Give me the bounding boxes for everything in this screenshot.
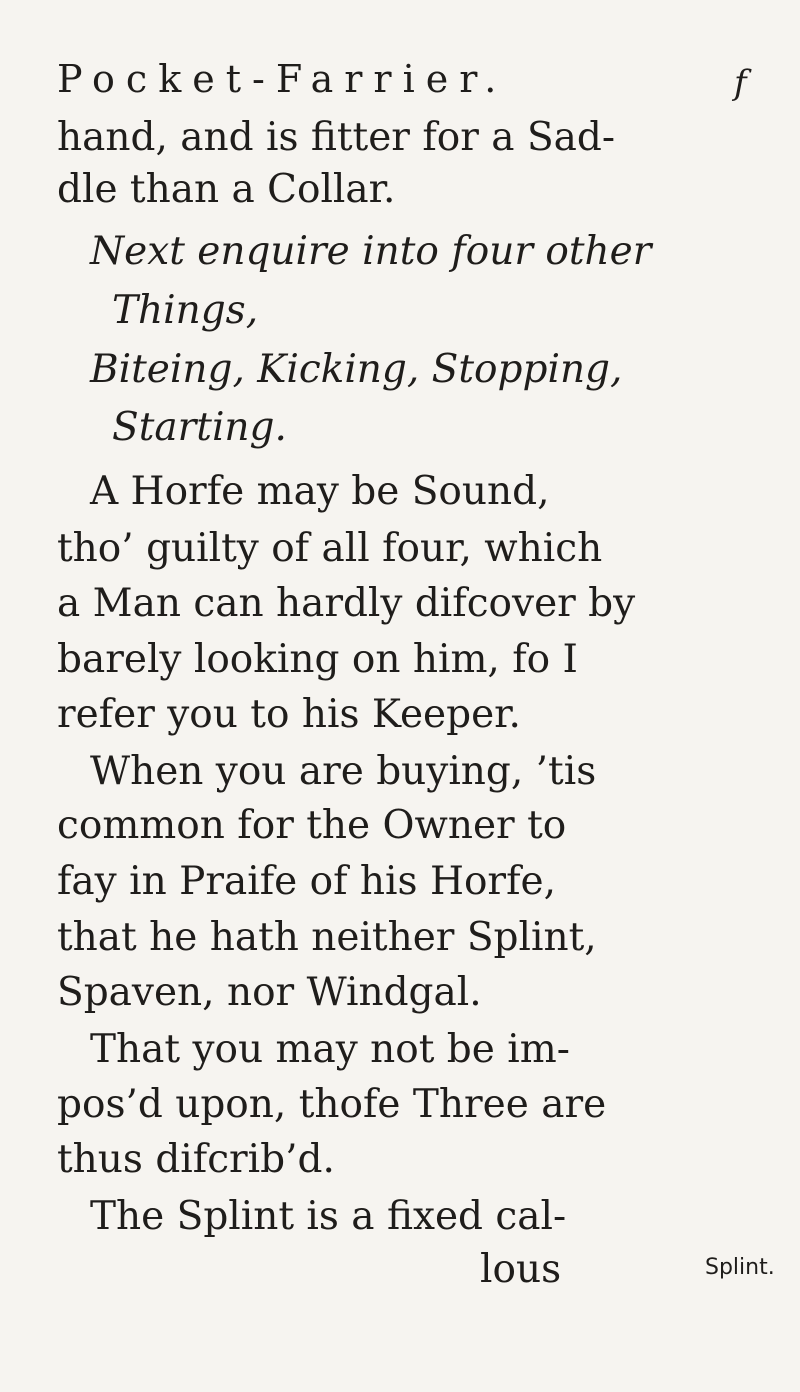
- text-line: that he hath neither Splint,: [57, 915, 597, 960]
- signature-mark: f: [734, 63, 747, 103]
- text-line: Things,: [112, 288, 259, 333]
- text-line: Spaven, nor Windgal.: [57, 970, 482, 1015]
- text-line: dle than a Collar.: [57, 167, 396, 212]
- text-line: The Splint is a fixed cal-: [90, 1194, 567, 1239]
- text-line: When you are buying, ’tis: [90, 749, 597, 794]
- text-line: Starting.: [112, 405, 287, 450]
- text-line: fay in Praife of his Horfe,: [57, 859, 556, 904]
- text-line: barely looking on him, fo I: [57, 637, 578, 682]
- text-line: Biteing, Kicking, Stopping,: [90, 347, 623, 392]
- text-line: thus difcrib’d.: [57, 1137, 335, 1182]
- text-line: Next enquire into four other: [90, 229, 652, 274]
- catchword: lous: [480, 1247, 562, 1292]
- text-line: A Horfe may be Sound,: [90, 469, 550, 514]
- text-line: common for the Owner to: [57, 803, 567, 848]
- text-line: refer you to his Keeper.: [57, 692, 521, 737]
- text-line: tho’ guilty of all four, which: [57, 526, 603, 571]
- text-line: hand, and is fitter for a Sad-: [57, 115, 616, 160]
- text-line: pos’d upon, thofe Three are: [57, 1082, 607, 1127]
- running-title: Pocket-Farrier.: [57, 57, 508, 101]
- text-line: a Man can hardly difcover by: [57, 581, 636, 626]
- text-line: That you may not be im-: [90, 1027, 570, 1072]
- margin-note: Splint.: [705, 1255, 775, 1280]
